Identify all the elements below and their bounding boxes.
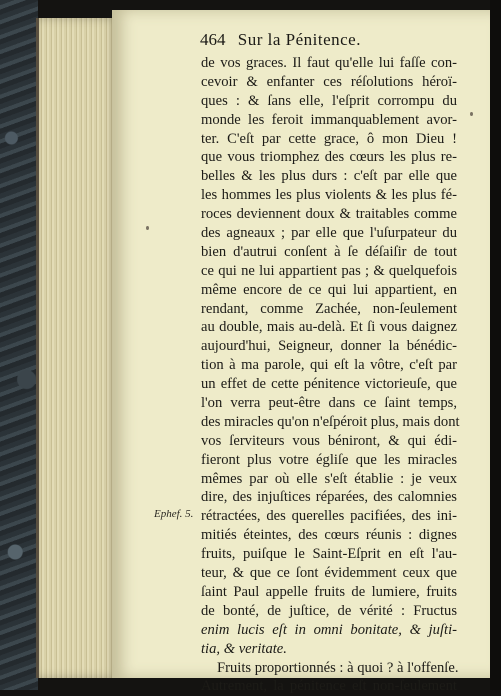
text-line: vos ſerviteurs vous béniront, & qui édi-: [201, 432, 457, 449]
page-number: 464: [200, 30, 226, 49]
text-line: au double, mais au-delà. Et ſi vous daignez: [201, 319, 457, 336]
running-header: [200, 30, 460, 54]
page-edges: [36, 18, 119, 678]
text-line: ques : & ſans elle, l'eſprit corrompu du: [201, 92, 457, 109]
text-line: de vos graces. Il faut qu'elle lui faſſe con-: [201, 55, 457, 71]
text-line: ce qui ne lui appartient pas ; & quelquefois: [201, 262, 457, 279]
text-line: de bonté, de juſtice, de vérité : Fructus: [201, 602, 457, 619]
latin-quote-line: enim lucis eſt in omni bonitate, & juſti-: [201, 621, 457, 638]
running-title: Sur la Pénitence.: [237, 30, 361, 49]
text-line: ter. C'eſt par cette grace, ô mon Dieu !: [201, 130, 457, 147]
text-line: cevoir & enfanter ces réſolutions héroï-: [201, 73, 457, 90]
text-line: fieront plus votre égliſe que les miracles: [201, 451, 457, 468]
margin-reference: Ephef. 5.: [154, 508, 194, 520]
text-line: un effet de cette pénitence victorieuſe, que: [201, 376, 457, 393]
text-line: dire, des injuſtices réparées, des calomnies: [201, 489, 457, 506]
right-shadow: [490, 0, 501, 690]
text-line: tion à ma parole, qui eſt la vôtre, c'eſt par: [201, 357, 457, 374]
text-line: Autrement, la pénitence eſt non-ſeulement: [201, 678, 457, 695]
text-line: aujourd'hui, Seigneur, donner la bénédic-: [201, 338, 457, 355]
text-line: monde les feroit immanquablement avor-: [201, 111, 457, 128]
text-line: les hommes les plus violents & les plus fé-: [201, 187, 457, 204]
text-line: des miracles qu'on n'eſpéroit plus, mais dont: [201, 413, 460, 430]
text-line: fruits, puiſque le Saint-Eſprit en eſt l'au-: [201, 546, 457, 563]
body-text: [201, 54, 460, 696]
text-line: rétractées, des querelles pacifiées, des ini-: [201, 508, 457, 525]
marbled-book-edge: [0, 0, 38, 690]
text-line: teur, & que ce ſont évidemment ceux que: [201, 565, 457, 582]
text-line: même encore de ce qui lui appartient, en: [201, 281, 457, 298]
text-line: roces deviennent doux & traitables comme: [201, 206, 457, 223]
paper-fleck: [146, 226, 149, 230]
text-line: des agneaux ; par elle que l'uſurpateur du: [201, 225, 457, 242]
text-line: bien d'autrui conſent à ſe déſaiſir de tout: [201, 243, 457, 260]
text-line: que vous triomphez des cœurs les plus re-: [201, 149, 457, 166]
text-line: mêmes par où elle s'eſt établie : je veux: [201, 470, 457, 487]
paper-fleck: [470, 112, 473, 116]
text-line: rendant, comme Zachée, non-ſeulement: [201, 300, 457, 317]
text-line: belles & les plus durs : c'eſt par elle que: [201, 168, 457, 185]
paragraph-start-line: Fruits proportionnés : à quoi ? à l'offenſe.: [217, 659, 459, 676]
text-line: l'on verra peut-être dans ce ſaint temps,: [201, 395, 457, 412]
text-line: mitiés éteintes, des cœurs réunis : dignes: [201, 527, 457, 544]
text-line: ſaint Paul appelle fruits de lumiere, fruits: [201, 583, 457, 600]
latin-quote-line: tia, & veritate.: [201, 640, 287, 657]
